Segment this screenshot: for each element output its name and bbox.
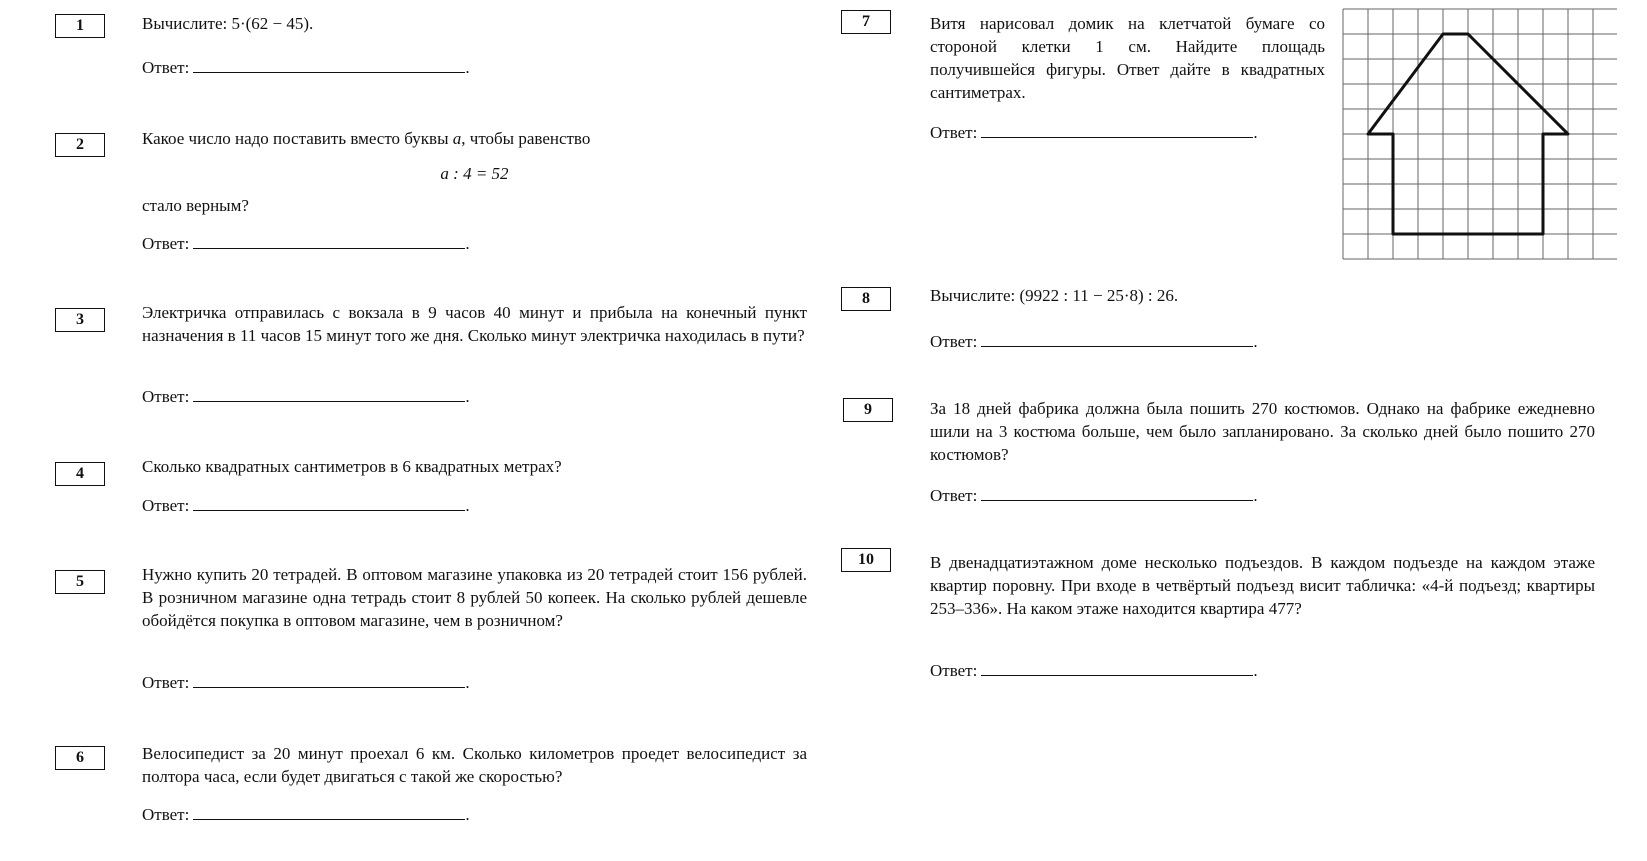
answer-label: Ответ: — [142, 58, 190, 77]
answer-line[interactable] — [193, 805, 465, 820]
answer-label: Ответ: — [142, 234, 190, 253]
answer-line[interactable] — [193, 673, 465, 688]
problem-4-number: 4 — [55, 462, 105, 486]
answer-label: Ответ: — [142, 673, 190, 692]
problem-7-answer[interactable]: Ответ: . — [930, 123, 1258, 142]
problem-2-answer[interactable]: Ответ: . — [142, 234, 470, 253]
answer-label: Ответ: — [142, 496, 190, 515]
answer-line[interactable] — [981, 332, 1253, 347]
problem-8-answer[interactable]: Ответ: . — [930, 332, 1258, 351]
answer-line[interactable] — [193, 58, 465, 73]
problem-9-answer[interactable]: Ответ: . — [930, 486, 1258, 505]
house-figure — [1342, 8, 1617, 263]
problem-3-answer[interactable]: Ответ: . — [142, 387, 470, 406]
problem-4-answer[interactable]: Ответ: . — [142, 496, 470, 515]
problem-5-answer[interactable]: Ответ: . — [142, 673, 470, 692]
problem-6-answer[interactable]: Ответ: . — [142, 805, 470, 824]
answer-label: Ответ: — [142, 805, 190, 824]
problem-8-number: 8 — [841, 287, 891, 311]
problem-9-text: За 18 дней фабрика должна была пошить 270 костюмов. Однако на фабрике ежедневно шили на 3 костюма больше, чем было запланировано. За сколько дней было пошито 270 костюмов? — [930, 399, 1595, 464]
answer-label: Ответ: — [930, 332, 978, 351]
answer-label: Ответ: — [142, 387, 190, 406]
problem-2-text — [142, 127, 807, 150]
problem-7-number: 7 — [841, 10, 891, 34]
answer-line[interactable] — [193, 496, 465, 511]
answer-line[interactable] — [981, 123, 1253, 138]
problem-9-number: 9 — [843, 398, 893, 422]
answer-line[interactable] — [981, 661, 1253, 676]
problem-2-text-end: стало верным? — [142, 196, 249, 215]
answer-line[interactable] — [193, 234, 465, 249]
problem-10-text: В двенадцатиэтажном доме несколько подъездов. В каждом подъезде на каждом этаже квартир поровну. При входе в четвёртый подъезд висит табличка: «4-й подъезд; квартиры 253–336». На каком этаже находится квартира 477? — [930, 553, 1595, 618]
problem-1-number: 1 — [55, 14, 105, 38]
problem-1-answer[interactable]: Ответ: . — [142, 58, 470, 77]
problem-5-number: 5 — [55, 570, 105, 594]
problem-6-number: 6 — [55, 746, 105, 770]
problem-6-text: Велосипедист за 20 минут проехал 6 км. Сколько километров проедет велосипедист за полтора часа, если будет двигаться с такой же скоростью? — [142, 744, 807, 786]
problem-10-number: 10 — [841, 548, 891, 572]
problem-2-equation: a : 4 = 52 — [440, 164, 509, 183]
problem-3-text: Электричка отправилась с вокзала в 9 часов 40 минут и прибыла на конечный пункт назначения в 11 часов 15 минут того же дня. Сколько минут электричка находилась в пути? — [142, 303, 807, 345]
answer-label: Ответ: — [930, 486, 978, 505]
problem-4-text: Сколько квадратных сантиметров в 6 квадратных метрах? — [142, 457, 562, 476]
problem-2-text-before: Какое число надо поставить вместо буквы — [142, 129, 449, 148]
problem-2-text-after: , чтобы равенство — [461, 129, 591, 148]
problem-7-text: Витя нарисовал домик на клетчатой бумаге со стороной клетки 1 см. Найдите площадь получившейся фигуры. Ответ дайте в квадратных сантиметрах. — [930, 14, 1325, 102]
problem-5-text: Нужно купить 20 тетрадей. В оптовом магазине упаковка из 20 тетрадей стоит 156 рублей. В розничном магазине одна тетрадь стоит 8 рублей 50 копеек. На сколько рублей дешевле обойдётся покупка в оптовом магазине, чем в розничном? — [142, 565, 807, 630]
problem-2-number: 2 — [55, 133, 105, 157]
problem-1-text: Вычислите: 5·(62 − 45). — [142, 14, 314, 33]
answer-line[interactable] — [981, 486, 1253, 501]
answer-line[interactable] — [193, 387, 465, 402]
problem-2-variable: a — [452, 129, 462, 148]
problem-10-answer[interactable]: Ответ: . — [930, 661, 1258, 680]
answer-label: Ответ: — [930, 661, 978, 680]
answer-label: Ответ: — [930, 123, 978, 142]
problem-3-number: 3 — [55, 308, 105, 332]
problem-8-text: Вычислите: (9922 : 11 − 25·8) : 26. — [930, 286, 1179, 305]
